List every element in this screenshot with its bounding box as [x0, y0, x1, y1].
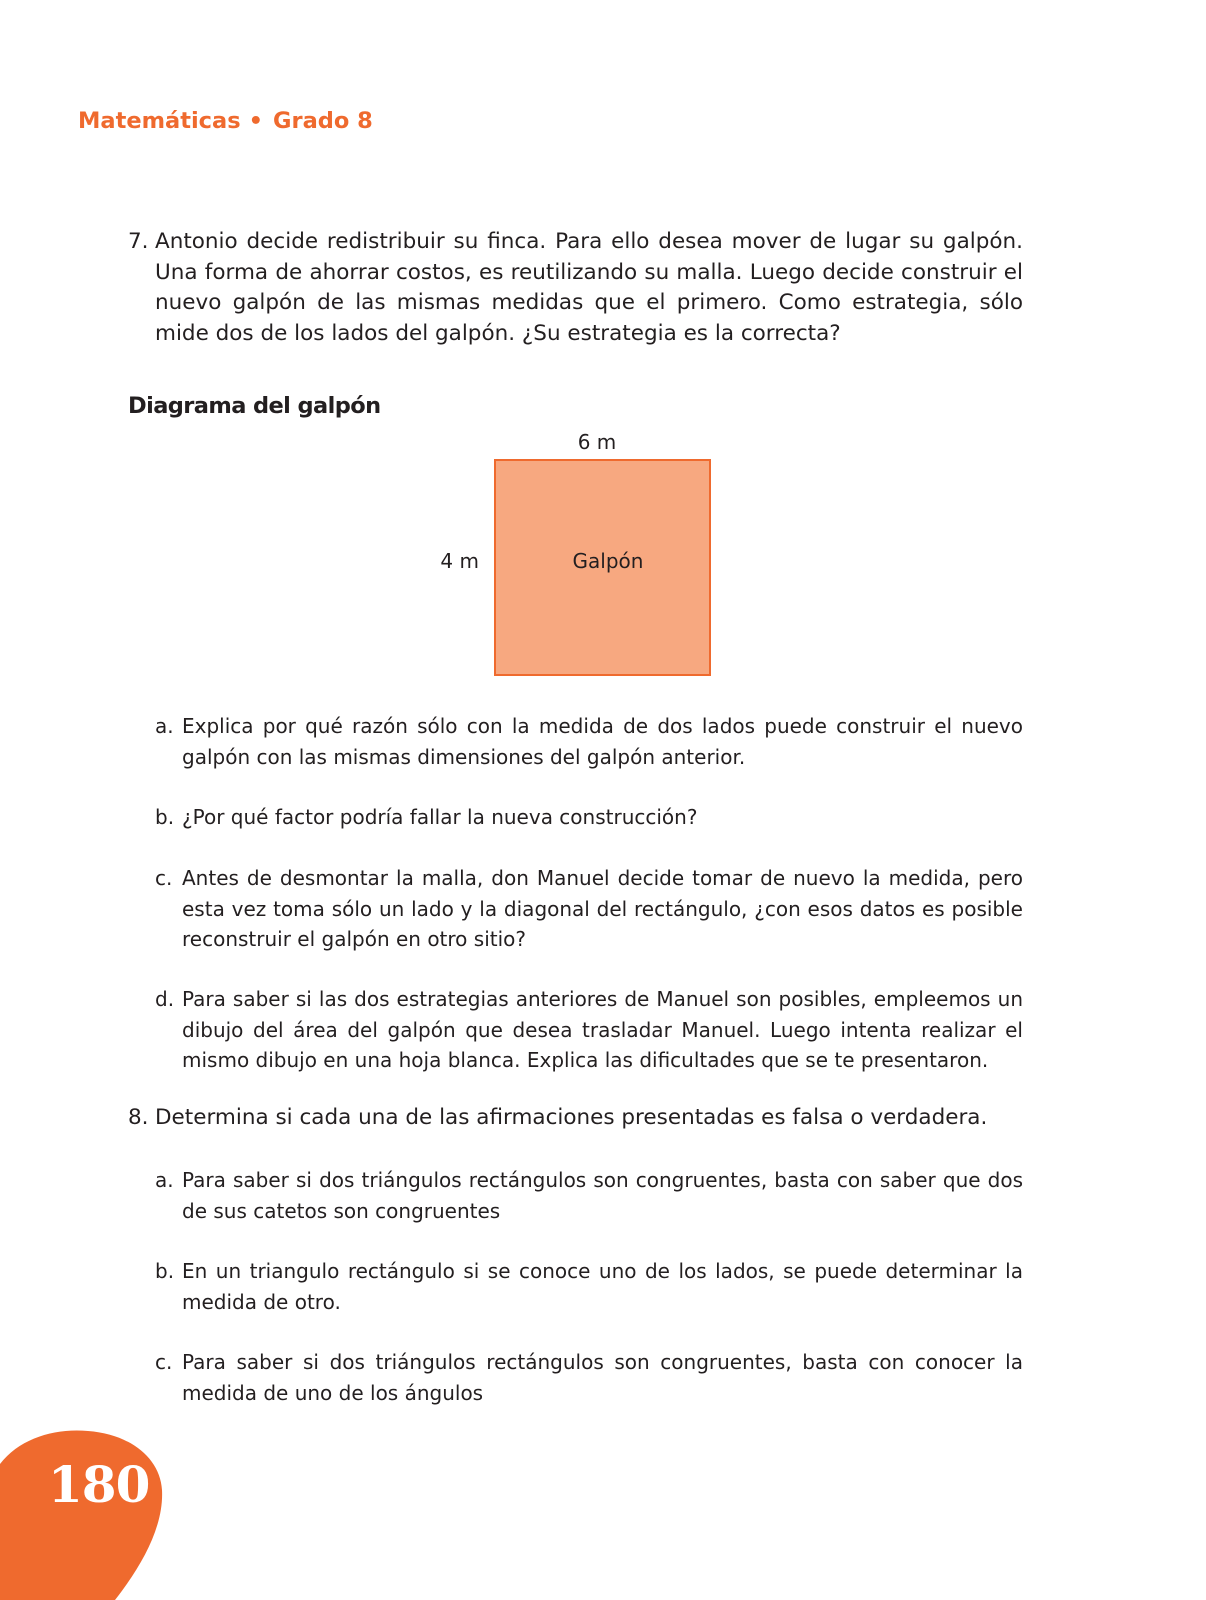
subject-label: Matemáticas	[78, 108, 241, 134]
item-letter: b.	[155, 805, 175, 829]
header-separator: •	[248, 108, 263, 134]
problem-8	[128, 1103, 1023, 1134]
problem-number: 7.	[128, 229, 149, 254]
left-dimension-label: 4 m	[440, 549, 479, 573]
item-letter: b.	[155, 1259, 175, 1283]
page-number: 180	[48, 1455, 150, 1514]
problem-statement: Antonio decide redistribuir su finca. Para ello desea mover de lugar su galpón. Una forma de ahorrar costos, es reutilizando su malla. Luego decide construir el nuevo galpón de las mismas medidas que el primero. Como estrategia, sólo mide dos de los lados del galpón. ¿Su estrategia es la correcta?	[155, 229, 1023, 346]
item-text: Antes de desmontar la malla, don Manuel decide tomar de nuevo la medida, pero esta vez toma sólo un lado y la diagonal del rectángulo, ¿con esos datos es posible reconstruir el galpón en otro sitio?	[182, 866, 1023, 951]
grade-label: Grado 8	[273, 108, 373, 134]
item-text: ¿Por qué factor podría fallar la nueva construcción?	[182, 805, 698, 829]
problem-8-item-a	[155, 1165, 1023, 1226]
problem-number: 8.	[128, 1105, 149, 1130]
item-text: Para saber si dos triángulos rectángulos son congruentes, basta con conocer la medida de uno de los ángulos	[182, 1350, 1023, 1405]
shed-label: Galpón	[572, 549, 644, 573]
problem-7	[128, 227, 1023, 349]
item-text: Explica por qué razón sólo con la medida de dos lados puede construir el nuevo galpón con las mismas dimensiones del galpón anterior.	[182, 714, 1023, 769]
problem-7-item-d	[155, 984, 1023, 1076]
diagram-title: Diagrama del galpón	[128, 393, 381, 419]
top-dimension-label: 6 m	[577, 430, 617, 454]
item-letter: a.	[155, 1168, 174, 1192]
shed-diagram-svg	[420, 428, 740, 688]
problem-7-item-b	[155, 802, 1023, 833]
problem-7-item-c	[155, 863, 1023, 955]
item-letter: c.	[155, 1350, 173, 1374]
item-letter: a.	[155, 714, 174, 738]
item-letter: c.	[155, 866, 173, 890]
item-text: En un triangulo rectángulo si se conoce uno de los lados, se puede determinar la medida de otro.	[182, 1259, 1023, 1314]
problem-8-item-c	[155, 1347, 1023, 1408]
problem-7-item-a	[155, 711, 1023, 772]
problem-8-item-b	[155, 1256, 1023, 1317]
page-number-badge	[0, 1428, 170, 1600]
item-letter: d.	[155, 987, 175, 1011]
item-text: Para saber si dos triángulos rectángulos son congruentes, basta con saber que dos de sus catetos son congruentes	[182, 1168, 1023, 1223]
shed-diagram	[420, 428, 740, 688]
page-header	[78, 108, 373, 134]
problem-statement: Determina si cada una de las afirmaciones presentadas es falsa o verdadera.	[155, 1105, 988, 1130]
item-text: Para saber si las dos estrategias anteriores de Manuel son posibles, empleemos un dibujo del área del galpón que desea trasladar Manuel. Luego intenta realizar el mismo dibujo en una hoja blanca. Explica las dificultades que se te presentaron.	[182, 987, 1023, 1072]
